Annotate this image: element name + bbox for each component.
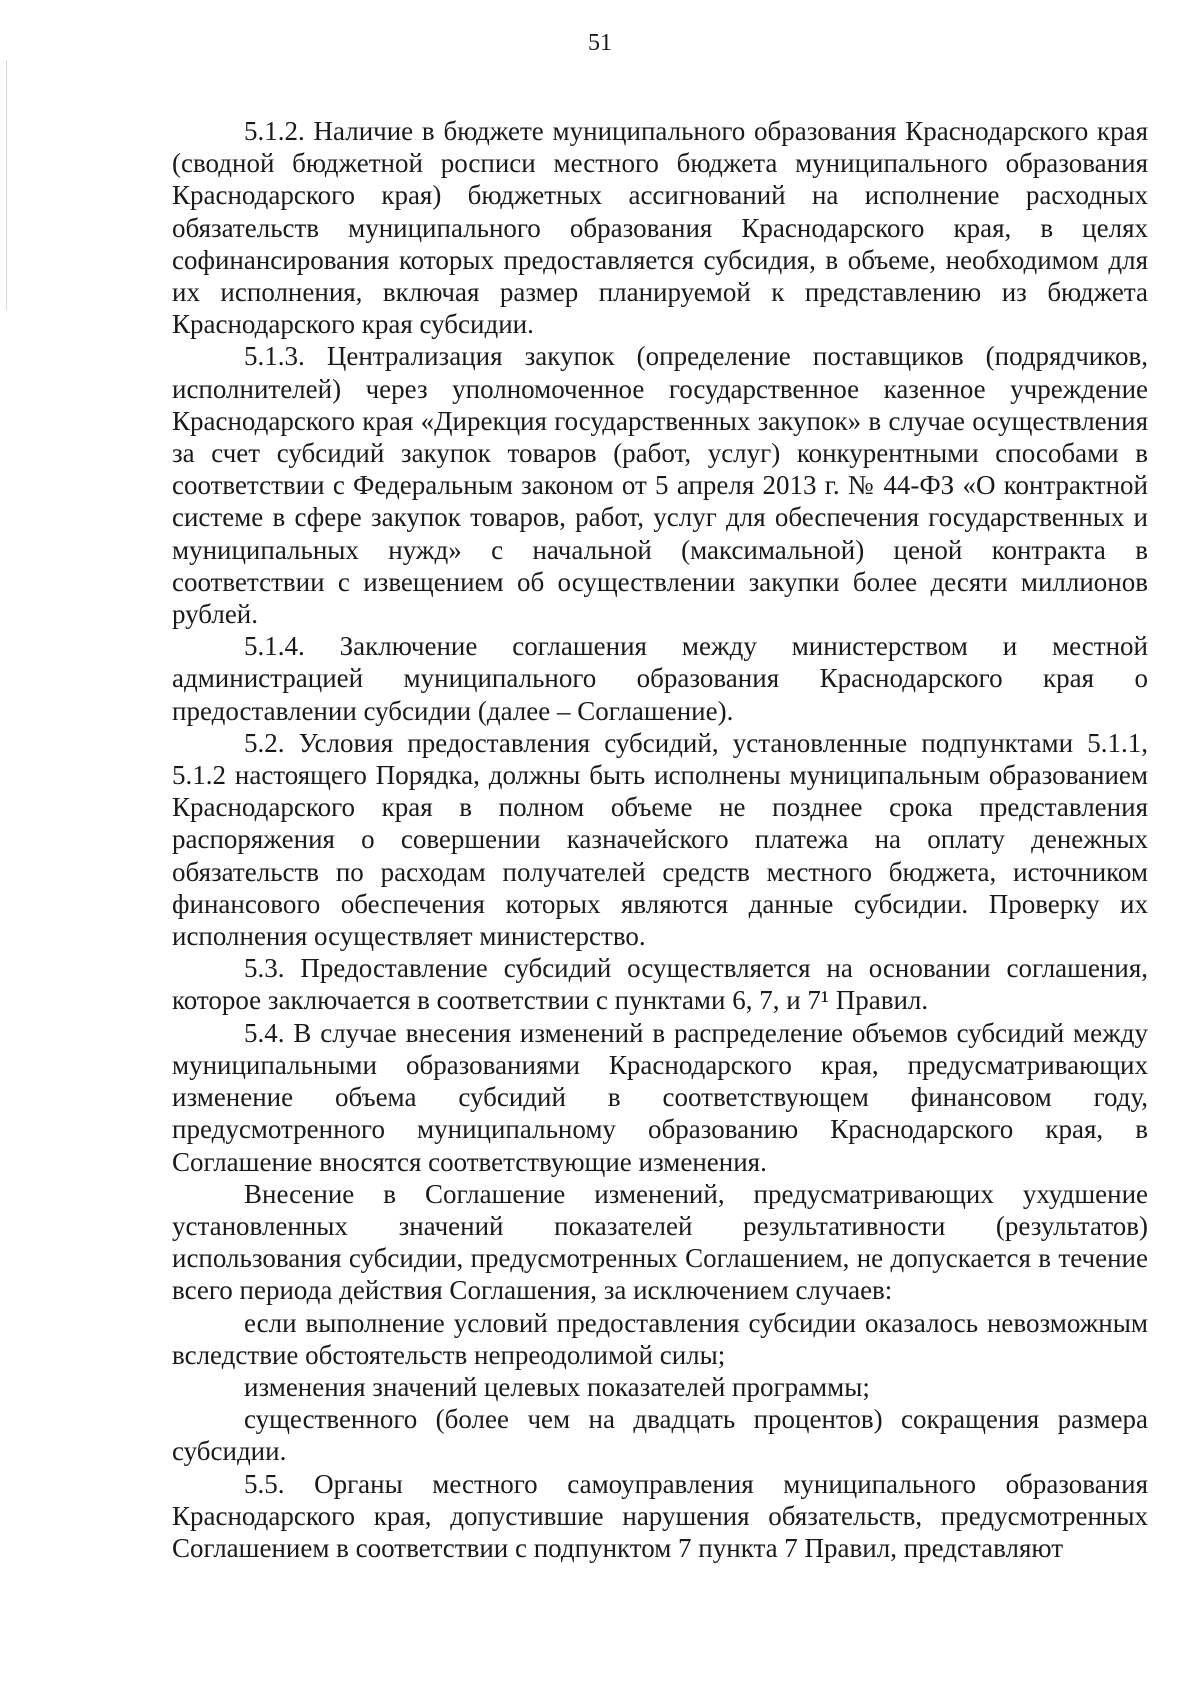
paragraph-5-1-2: 5.1.2. Наличие в бюджете муниципального образования Краснодарского края (сводной бюджетной росписи местного бюджета муниципального образования Краснодарского края) бюджетных ассигнований на исполнение расходных обязательств муниципального образования Краснодарского края, в целях софинансирования которых предоставляется субсидия, в объеме, необходимом для их исполнения, включая размер планируемой к представлению из бюджета Краснодарского края субсидии. — [172, 116, 1148, 340]
page-number: 51 — [588, 30, 612, 56]
paragraph-exception-indicators: изменения значений целевых показателей программы; — [244, 1371, 870, 1402]
paragraph-5-5: 5.5. Органы местного самоуправления муниципального образования Краснодарского края, допустившие нарушения обязательств, предусмотренных Соглашением в соответствии с подпунктом 7 пункта 7 Правил, представляют — [172, 1468, 1148, 1563]
document-body — [172, 115, 1148, 1564]
scan-edge-line — [6, 60, 7, 310]
paragraph-amendments: Внесение в Соглашение изменений, предусматривающих ухудшение установленных значений показателей результативности (результатов) использования субсидии, предусмотренных Соглашением, не допускается в течение всего периода действия Соглашения, за исключением случаев: — [172, 1178, 1148, 1306]
paragraph-5-4: 5.4. В случае внесения изменений в распределение объемов субсидий между муниципальными образованиями Краснодарского края, предусматривающих изменение объема субсидий в соответствующем финансовом году, предусмотренного муниципальному образованию Краснодарского края, в Соглашение вносятся соответствующие изменения. — [172, 1017, 1148, 1177]
paragraph-5-1-4: 5.1.4. Заключение соглашения между министерством и местной администрацией муниципального образования Краснодарского края о предоставлении субсидии (далее – Соглашение). — [172, 631, 1148, 726]
paragraph-5-2: 5.2. Условия предоставления субсидий, установленные подпунктами 5.1.1, 5.1.2 настоящего Порядка, должны быть исполнены муниципальным образованием Краснодарского края в полном объеме не позднее срока представления распоряжения о совершении казначейского платежа на оплату денежных обязательств по расходам получателей средств местного бюджета, источником финансового обеспечения которых являются данные субсидии. Проверку их исполнения осуществляет министерство. — [172, 727, 1148, 952]
paragraph-5-1-3: 5.1.3. Централизация закупок (определение поставщиков (подрядчиков, исполнителей) через уполномоченное государственное казенное учреждение Краснодарского края «Дирекция государственных закупок» в случае осуществления за счет субсидий закупок товаров (работ, услуг) конкурентными способами в соответствии с Федеральным законом от 5 апреля 2013 г. № 44-ФЗ «О контрактной системе в сфере закупок товаров, работ, услуг для обеспечения государственных и муниципальных нужд» с начальной (максимальной) ценой контракта в соответствии с извещением об осуществлении закупки более десяти миллионов рублей. — [172, 341, 1148, 630]
paragraph-5-3: 5.3. Предоставление субсидий осуществляется на основании соглашения, которое заключается в соответствии с пунктами 6, 7, и 7¹ Правил. — [172, 953, 1148, 1016]
paragraph-exception-force-majeure: если выполнение условий предоставления субсидии оказалось невозможным вследствие обстоятельств непреодолимой силы; — [172, 1307, 1148, 1370]
paragraph-exception-reduction: существенного (более чем на двадцать процентов) сокращения размера субсидии. — [172, 1404, 1148, 1467]
